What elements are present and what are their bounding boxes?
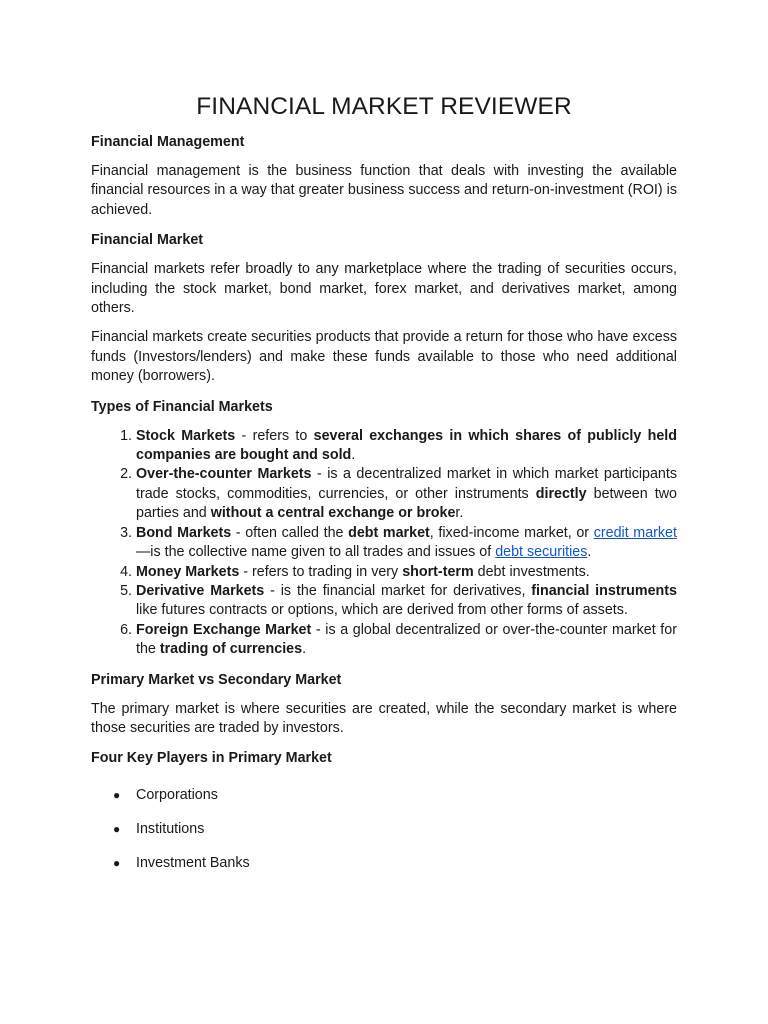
list-item-text: like futures contracts or options, which are derived from other forms of assets.	[136, 602, 628, 619]
list-item-stock-markets	[136, 427, 677, 466]
list-item-text: - refers to trading in very	[239, 563, 403, 580]
list-item-text: - often called the	[231, 524, 349, 541]
list-item-bold-text: directly	[535, 485, 587, 502]
list-item-money-markets	[136, 563, 677, 582]
list-item-text: .	[351, 447, 356, 464]
list-item-text: , fixed-income market, or	[429, 524, 594, 541]
credit-market-link[interactable]: credit market	[593, 524, 677, 541]
section-heading-key-players: Four Key Players in Primary Market	[91, 750, 332, 767]
primary-vs-secondary-paragraph: The primary market is where securities are created, while the secondary market is where those securities are traded by investors.	[91, 700, 677, 736]
list-item-corporations	[113, 786, 677, 805]
list-item-investment-banks	[113, 854, 677, 873]
list-item-text: r.	[455, 505, 464, 522]
list-item-text: - is a decentralized market in which market participants trade stocks, commodities, currencies, or other instruments	[136, 466, 677, 502]
term-stock-markets: Stock Markets	[136, 427, 236, 444]
section-heading-financial-market: Financial Market	[91, 232, 204, 249]
document-title: FINANCIAL MARKET REVIEWER	[196, 93, 572, 120]
financial-market-paragraph-1: Financial markets refer broadly to any marketplace where the trading of securities occurs, including the stock market, bond market, forex market, and derivatives market, among others.	[91, 261, 677, 317]
types-list	[91, 427, 677, 660]
section-heading-primary-vs-secondary: Primary Market vs Secondary Market	[91, 671, 342, 688]
list-item-bond-markets	[136, 524, 677, 563]
list-item-text: debt investments.	[473, 563, 590, 580]
list-item-otc-markets	[136, 465, 677, 523]
list-item-bold-text: without a central exchange or broke	[210, 505, 456, 522]
section-heading-financial-management: Financial Management	[91, 134, 245, 150]
list-item-text: - is the financial market for derivatives,	[264, 582, 532, 599]
term-derivative-markets: Derivative Markets	[136, 582, 265, 599]
financial-market-paragraph-2: Financial markets create securities products that provide a return for those who have excess funds (Investors/lenders) and make these funds available to those who need additional money (borrowers).	[91, 329, 677, 385]
section-heading-types: Types of Financial Markets	[91, 398, 273, 415]
bullet-icon: ●	[113, 856, 121, 871]
term-bond-markets: Bond Markets	[136, 524, 232, 541]
key-players-list	[91, 786, 677, 873]
financial-management-paragraph: Financial management is the business function that deals with investing the available financial resources in a way that greater business success and return-on-investment (ROI) is achieved.	[91, 163, 677, 218]
term-foreign-exchange-market: Foreign Exchange Market	[136, 621, 312, 638]
term-money-markets: Money Markets	[136, 563, 240, 580]
debt-securities-link[interactable]: debt securities	[495, 544, 588, 561]
list-item-bold-text: debt market	[348, 524, 430, 541]
list-item-derivative-markets	[136, 582, 677, 621]
list-item-bold-text: financial instruments	[531, 582, 677, 599]
list-item-text: - refers to	[235, 427, 314, 444]
list-item-bold-text: several exchanges in which shares of publicly held companies are bought and sold	[136, 427, 677, 464]
list-item-label: Investment Banks	[136, 855, 250, 872]
list-item-label: Corporations	[136, 787, 218, 804]
list-item-text: —is the collective name given to all trades and issues of	[136, 544, 496, 561]
list-item-label: Institutions	[136, 821, 205, 838]
term-otc-markets: Over-the-counter Markets	[136, 466, 312, 483]
list-item-text: between two parties and	[136, 485, 677, 522]
list-item-text: .	[302, 641, 307, 658]
list-item-institutions	[113, 820, 677, 839]
bullet-icon: ●	[113, 788, 121, 803]
list-item-text: .	[587, 544, 592, 561]
list-item-foreign-exchange-market	[136, 621, 677, 660]
list-item-bold-text: short-term	[402, 563, 474, 580]
bullet-icon: ●	[113, 822, 121, 837]
list-item-bold-text: trading of currencies	[159, 641, 303, 658]
list-item-text: - is a global decentralized or over-the-counter market for the	[136, 621, 677, 658]
